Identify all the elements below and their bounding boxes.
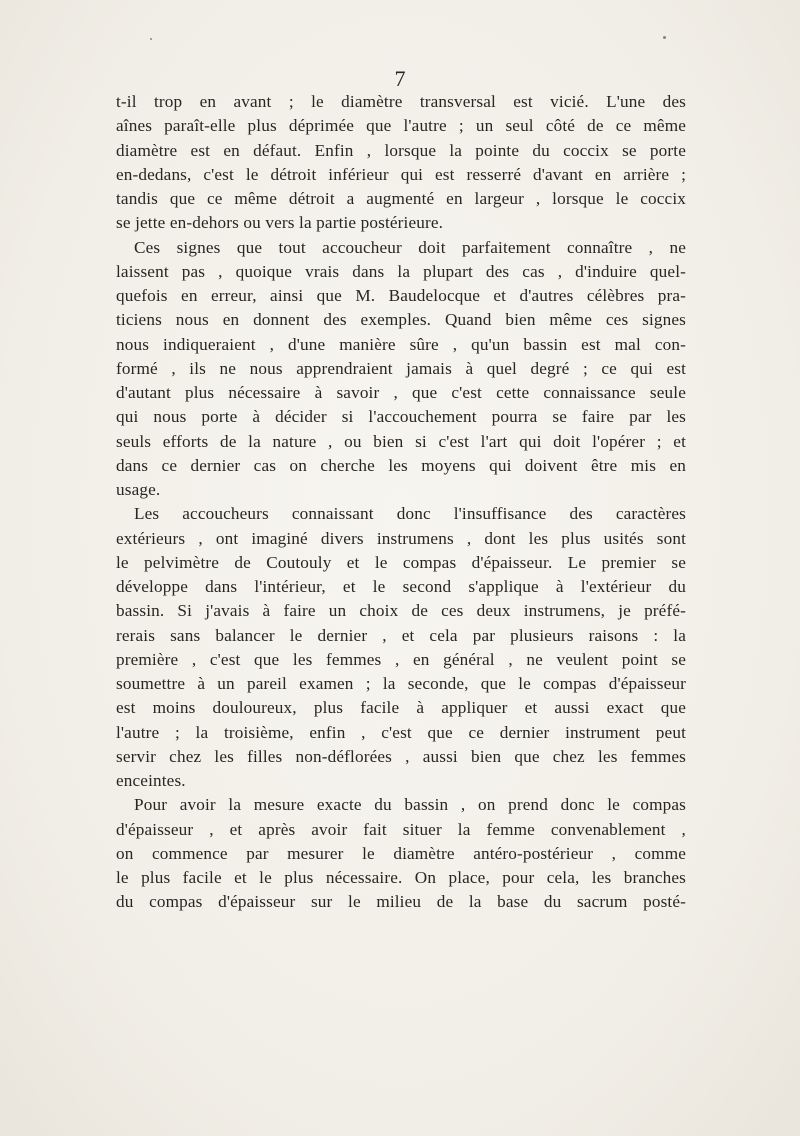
text-line: aînes paraît-elle plus déprimée que l'autre ; un seul côté de ce même — [116, 116, 686, 136]
text-line: première , c'est que les femmes , en général , ne veulent point se — [116, 649, 686, 669]
text-line: bassin. Si j'avais à faire un choix de ces deux instrumens, je préfé- — [116, 601, 686, 621]
text-line: l'autre ; la troisième, enfin , c'est que ce dernier instrument peut — [116, 722, 686, 742]
text-line: nous indiqueraient , d'une manière sûre , qu'un bassin est mal con- — [116, 334, 686, 354]
text-line: tandis que ce même détroit a augmenté en largeur , lorsque le coccix — [116, 189, 686, 208]
text-line: Pour avoir la mesure exacte du bassin , on prend donc le compas — [134, 795, 686, 815]
text-line: extérieurs , ont imaginé divers instrumens , dont les plus usités sont — [116, 528, 686, 548]
text-line: le pelvimètre de Coutouly et le compas d'épaisseur. Le premier se — [116, 552, 686, 572]
text-line: développe dans l'intérieur, et le second s'applique à l'extérieur du — [116, 577, 686, 596]
text-line: du compas d'épaisseur sur le milieu de la base du sacrum posté- — [116, 892, 686, 912]
text-line: ticiens nous en donnent des exemples. Quand bien même ces signes — [116, 310, 686, 330]
ink-speck — [150, 38, 152, 40]
text-line: rerais sans balancer le dernier , et cela par plusieurs raisons : la — [116, 625, 686, 645]
text-line: formé , ils ne nous apprendraient jamais à quel degré ; ce qui est — [116, 358, 686, 378]
text-line: laissent pas , quoique vrais dans la plupart des cas , d'induire quel- — [116, 261, 686, 281]
text-line: usage. — [116, 480, 161, 499]
text-line: d'épaisseur , et après avoir fait situer la femme convenablement , — [116, 819, 686, 839]
text-line: t-il trop en avant ; le diamètre transversal est vicié. L'une des — [116, 92, 686, 111]
text-line: diamètre est en défaut. Enfin , lorsque la pointe du coccix se porte — [116, 140, 686, 160]
text-line: Les accoucheurs connaissant donc l'insuffisance des caractères — [134, 504, 686, 524]
text-line: d'autant plus nécessaire à savoir , que c'est cette connaissance seule — [116, 383, 686, 402]
text-line: quefois en erreur, ainsi que M. Baudelocque et d'autres célèbres pra- — [116, 286, 686, 305]
ink-speck — [663, 36, 666, 39]
text-line: Ces signes que tout accoucheur doit parfaitement connaître , ne — [134, 237, 686, 257]
page-number: 7 — [394, 66, 406, 91]
text-line: le plus facile et le plus nécessaire. On place, pour cela, les branches — [116, 868, 686, 887]
text-line: dans ce dernier cas on cherche les moyens qui doivent être mis en — [116, 455, 686, 475]
text-line: est moins douloureux, plus facile à appliquer et aussi exact que — [116, 698, 686, 718]
text-line: servir chez les filles non-déflorées , aussi bien que chez les femmes — [116, 746, 686, 766]
body-text — [116, 90, 686, 915]
text-line: seuls efforts de la nature , ou bien si c'est l'art qui doit l'opérer ; et — [116, 431, 686, 451]
text-line: se jette en-dehors ou vers la partie postérieure. — [116, 213, 444, 233]
text-line: qui nous porte à décider si l'accouchement pourra se faire par les — [116, 407, 686, 427]
text-line: enceintes. — [116, 771, 186, 790]
text-line: soumettre à un pareil examen ; la seconde, que le compas d'épaisseur — [116, 674, 686, 693]
text-line: on commence par mesurer le diamètre antéro-postérieur , comme — [116, 843, 686, 863]
text-line: en-dedans, c'est le détroit inférieur qui est resserré d'avant en arrière ; — [116, 164, 686, 184]
